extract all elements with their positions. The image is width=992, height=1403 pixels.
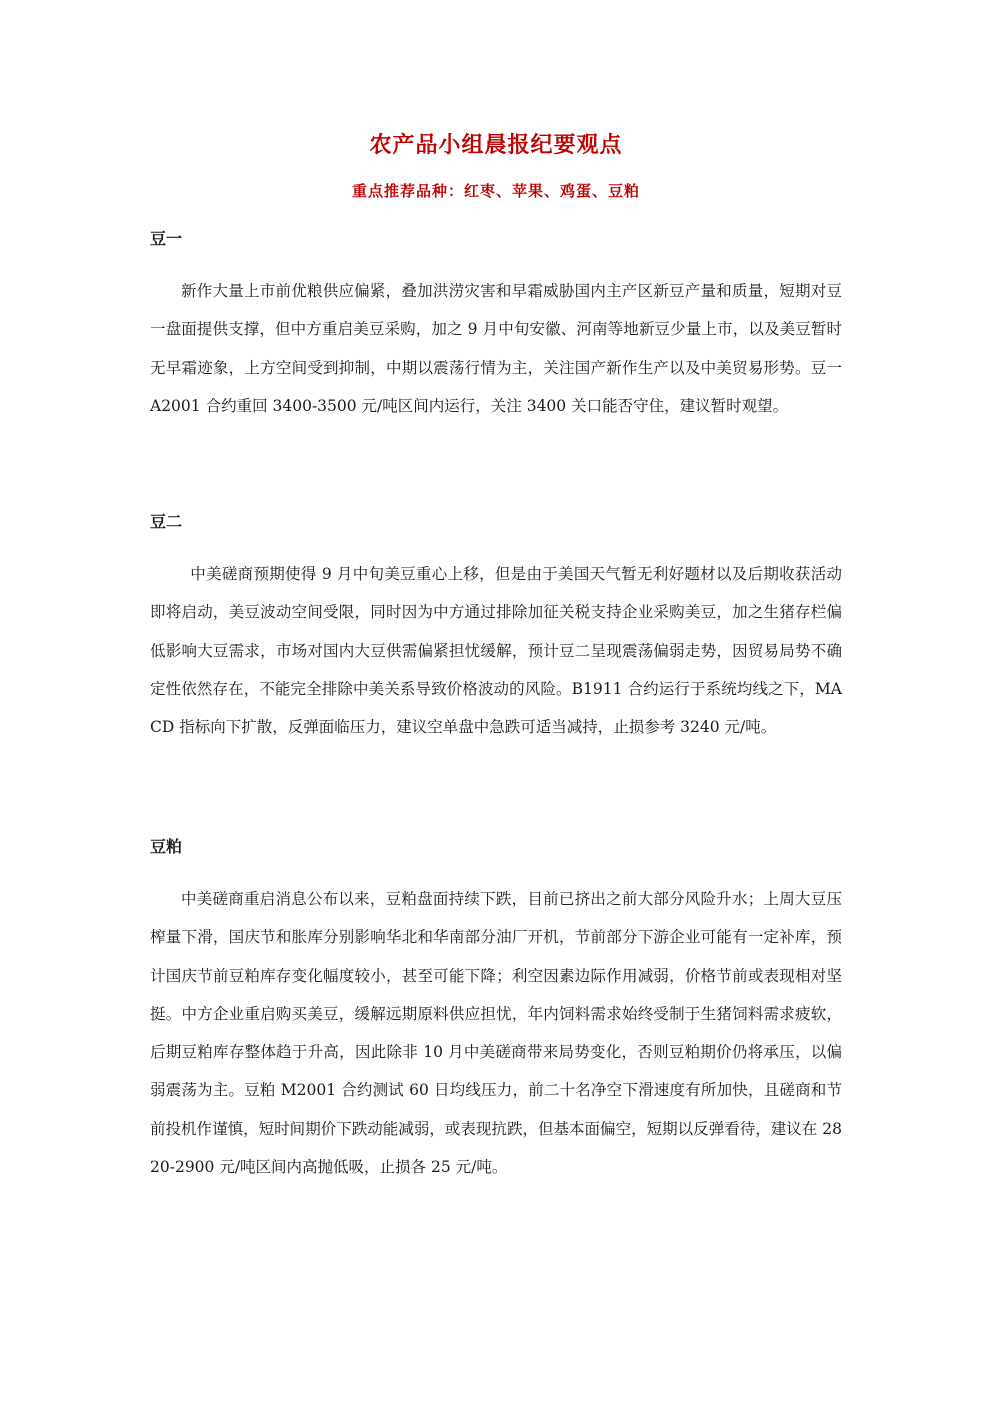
section-paragraph: 新作大量上市前优粮供应偏紧，叠加洪涝灾害和早霜威胁国内主产区新豆产量和质量，短期对豆一盘面提供支撑，但中方重启美豆采购，加之 9 月中旬安徽、河南等地新豆少量上市，以及美豆暂时无早霜迹象，上方空间受到抑制，中期以震荡行情为主，关注国产新作生产以及中美贸易形势。豆一 A2001 合约重回 3400-3500 元/吨区间内运行，关注 3400 关口能否守住，建议暂时观望。 [150,282,842,415]
section-heading: 豆一 [150,229,183,248]
section-paragraph: 中美磋商重启消息公布以来，豆粕盘面持续下跌，目前已挤出之前大部分风险升水；上周大豆压榨量下滑，国庆节和胀库分别影响华北和华南部分油厂开机，节前部分下游企业可能有一定补库，预计国庆节前豆粕库存变化幅度较小，甚至可能下降；利空因素边际作用减弱，价格节前或表现相对坚挺。中方企业重启购买美豆，缓解远期原料供应担忧，年内饲料需求始终受制于生猪饲料需求疲软，后期豆粕库存整体趋于升高，因此除非 10 月中美磋商带来局势变化，否则豆粕期价仍将承压，以偏弱震荡为主。豆粕 M2001 合约测试 60 日均线压力，前二十名净空下滑速度有所加快，且磋商和节前投机作谨慎，短时间期价下跌动能减弱，或表现抗跌，但基本面偏空，短期以反弹看待，建议在 2820-2900 元/吨区间内高抛低吸，止损各 25 元/吨。 [150,890,842,1177]
section-douer [150,511,842,746]
section-douyi [150,228,842,425]
section-doupo [150,836,842,1186]
section-heading: 豆二 [150,512,183,531]
section-heading: 豆粕 [150,837,183,856]
document-subtitle: 重点推荐品种：红枣、苹果、鸡蛋、豆粕 [351,182,640,200]
section-paragraph: 中美磋商预期使得 9 月中旬美豆重心上移，但是由于美国天气暂无利好题材以及后期收获活动即将启动，美豆波动空间受限，同时因为中方通过排除加征关税支持企业采购美豆，加之生猪存栏偏低影响大豆需求，市场对国内大豆供需偏紧担忧缓解，预计豆二呈现震荡偏弱走势，因贸易局势不确定性依然存在，不能完全排除中美关系导致价格波动的风险。B1911 合约运行于系统均线之下，MACD 指标向下扩散，反弹面临压力，建议空单盘中急跌可适当减持，止损参考 3240 元/吨。 [150,565,842,737]
document-title: 农产品小组晨报纪要观点 [369,132,623,158]
